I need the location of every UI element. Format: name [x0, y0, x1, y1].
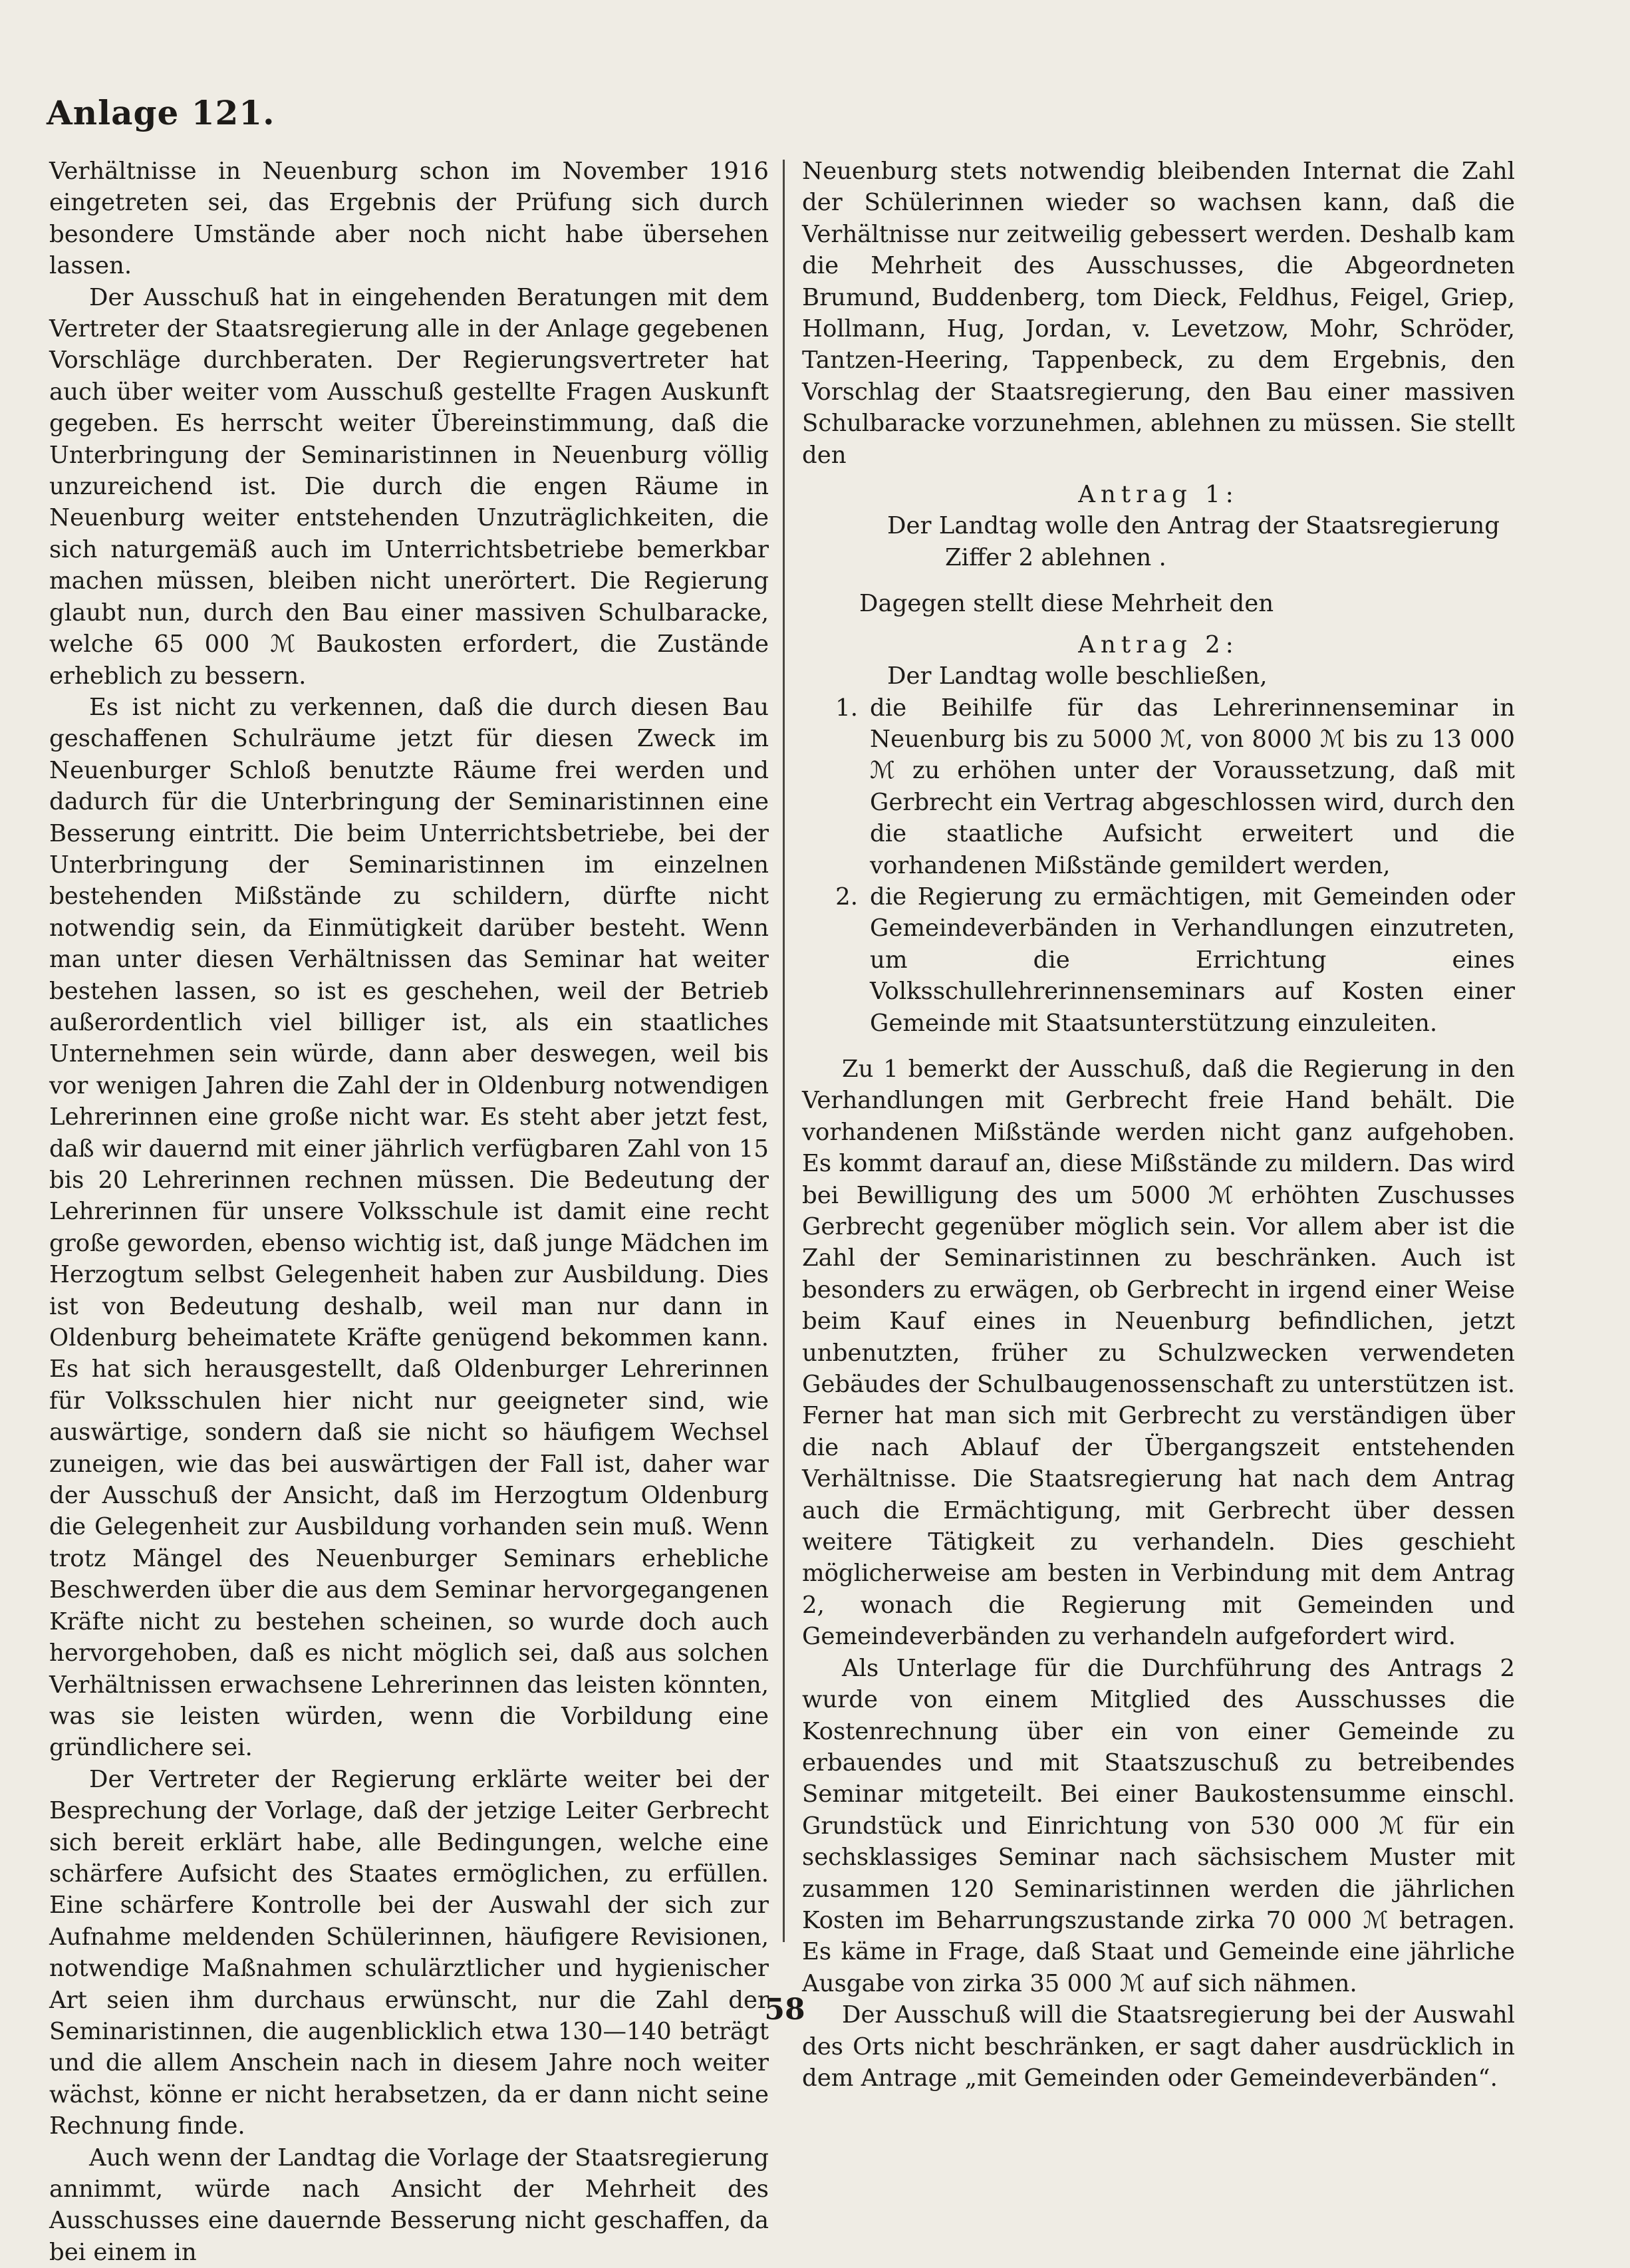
- antrag-1-heading: Antrag 1:: [1078, 481, 1239, 509]
- antrag-2-heading: Antrag 2:: [1078, 631, 1239, 658]
- list-item-text: die Regierung zu ermächtigen, mit Gemeinden oder Gemeindeverbänden in Verhandlungen einzutreten, um die Errichtung eines Volksschullehrerinnenseminars auf Kosten einer Gemeinde mit Staatsunterstützung einzuleiten.: [870, 883, 1515, 1037]
- right-column: [802, 156, 1515, 2094]
- dagegen-line: Dagegen stellt diese Mehrheit den: [859, 590, 1274, 618]
- right-paragraph-1: Zu 1 bemerkt der Ausschuß, daß die Regierung in den Verhandlungen mit Gerbrecht freie Hand behält. Die vorhandenen Mißstände werden nicht ganz aufgehoben. Es kommt darauf an, diese Mißstände zu mildern. Das wird bei Bewilligung des um 5000 ℳ erhöhten Zuschusses Gerbrecht gegenüber möglich sein. Vor allem aber ist die Zahl der Seminaristinnen zu beschränken. Auch ist besonders zu erwägen, ob Gerbrecht in irgend einer Weise beim Kauf eines in Neuenburg befindlichen, jetzt unbenutzten, früher zu Schulzwecken verwendeten Gebäudes der Schulbaugenossenschaft zu unterstützen ist. Ferner hat man sich mit Gerbrecht zu verständigen über die nach Ablauf der Übergangszeit entstehenden Verhältnisse. Die Staatsregierung hat nach dem Antrag auch die Ermächtigung, mit Gerbrecht über dessen weitere Tätigkeit zu verhandeln. Dies geschieht möglicherweise am besten in Verbindung mit dem Antrag 2, wonach die Regierung mit Gemeinden und Gemeindeverbänden zu verhandeln aufgefordert wird.: [802, 1055, 1515, 1651]
- antrag-1-line-2: Ziffer 2 ablehnen .: [945, 543, 1166, 571]
- left-paragraph-5: Auch wenn der Landtag die Vorlage der Staatsregierung annimmt, würde nach Ansicht der Mehrheit des Ausschusses eine dauernde Besserung nicht geschaffen, da bei einem in: [49, 2144, 769, 2266]
- antrag-1-line-1: Der Landtag wolle den Antrag der Staatsregierung: [887, 512, 1500, 540]
- left-paragraph-4: Der Vertreter der Regierung erklärte weiter bei der Besprechung der Vorlage, daß der jetzige Leiter Gerbrecht sich bereit erklärt habe, alle Bedingungen, welche eine schärfere Aufsicht des Staates ermöglichen, zu erfüllen. Eine schärfere Kontrolle bei der Auswahl der sich zur Aufnahme meldenden Schülerinnen, häufigere Revisionen, notwendige Maßnahmen schulärztlicher und hygienischer Art seien ihm durchaus erwünscht, nur die Zahl der Seminaristinnen, die augenblicklich etwa 130—140 beträgt und die allem Anschein nach in diesem Jahre noch weiter wächst, könne er nicht herabsetzen, da er dann nicht seine Rechnung finde.: [49, 1765, 769, 2140]
- list-item-number: 2.: [835, 883, 858, 911]
- antrag-2-item: [802, 692, 1515, 881]
- left-column: [49, 156, 769, 2268]
- antrag-2-intro: Der Landtag wolle beschließen,: [887, 662, 1268, 690]
- antrag-2-list: [802, 692, 1515, 1039]
- column-divider: [783, 160, 785, 1942]
- antrag-2-item: [802, 881, 1515, 1039]
- right-paragraph-2: Als Unterlage für die Durchführung des Antrags 2 wurde von einem Mitglied des Ausschusses die Kostenrechnung über ein von einer Gemeinde zu erbauendes und mit Staatszuschuß zu betreibendes Seminar mitgeteilt. Bei einer Baukostensumme einschl. Grundstück und Einrichtung von 530 000 ℳ für ein sechsklassiges Seminar nach sächsischem Muster mit zusammen 120 Seminaristinnen werden die jährlichen Kosten im Beharrungszustande zirka 70 000 ℳ betragen. Es käme in Frage, daß Staat und Gemeinde eine jährliche Ausgabe von zirka 35 000 ℳ auf sich nähmen.: [802, 1654, 1515, 1997]
- left-paragraph-1: Verhältnisse in Neuenburg schon im November 1916 eingetreten sei, das Ergebnis der Prüfung sich durch besondere Umstände aber noch nicht habe übersehen lassen.: [49, 158, 769, 280]
- left-paragraph-3: Es ist nicht zu verkennen, daß die durch diesen Bau geschaffenen Schulräume jetzt für diesen Zweck im Neuenburger Schloß benutzte Räume frei werden und dadurch für die Unterbringung der Seminaristinnen eine Besserung eintritt. Die beim Unterrichtsbetriebe, bei der Unterbringung der Seminaristinnen im einzelnen bestehenden Mißstände zu schildern, dürfte nicht notwendig sein, da Einmütigkeit darüber besteht. Wenn man unter diesen Verhältnissen das Seminar hat weiter bestehen lassen, so ist es geschehen, weil der Betrieb außerordentlich viel billiger ist, als ein staatliches Unternehmen sein würde, dann aber deswegen, weil bis vor wenigen Jahren die Zahl der in Oldenburg notwendigen Lehrerinnen eine große nicht war. Es steht aber jetzt fest, daß wir dauernd mit einer jährlich verfügbaren Zahl von 15 bis 20 Lehrerinnen rechnen müssen. Die Bedeutung der Lehrerinnen für unsere Volksschule ist damit eine recht große geworden, ebenso wichtig ist, daß junge Mädchen im Herzogtum selbst Gelegenheit haben zur Ausbildung. Dies ist von Bedeutung deshalb, weil man nur dann in Oldenburg beheimatete Kräfte genügend bekommen kann. Es hat sich herausgestellt, daß Oldenburger Lehrerinnen für Volksschulen hier nicht nur geeigneter sind, wie auswärtige, sondern daß sie nicht so häufigem Wechsel zuneigen, wie das bei auswärtigen der Fall ist, daher war der Ausschuß der Ansicht, daß im Herzogtum Oldenburg die Gelegenheit zur Ausbildung vorhanden sein muß. Wenn trotz Mängel des Neuenburger Seminars erhebliche Beschwerden über die aus dem Seminar hervorgegangenen Kräfte nicht zu bestehen scheinen, so wurde doch auch hervorgehoben, daß es nicht möglich sei, daß aus solchen Verhältnissen erwachsene Lehrerinnen das leisten könnten, was sie leisten würden, wenn die Vorbildung eine gründlichere sei.: [49, 693, 769, 1762]
- list-item-number: 1.: [835, 694, 858, 722]
- right-paragraph-3: Der Ausschuß will die Staatsregierung bei der Auswahl des Orts nicht beschränken, er sagt daher ausdrücklich in dem Antrage „mit Gemeinden oder Gemeindeverbänden“.: [802, 2001, 1515, 2092]
- left-paragraph-2: Der Ausschuß hat in eingehenden Beratungen mit dem Vertreter der Staatsregierung alle in der Anlage gegebenen Vorschläge durchberaten. Der Regierungsvertreter hat auch über weiter vom Ausschuß gestellte Fragen Auskunft gegeben. Es herrscht weiter Übereinstimmung, daß die Unterbringung der Seminaristinnen in Neuenburg völlig unzureichend ist. Die durch die engen Räume in Neuenburg weiter entstehenden Unzuträglichkeiten, die sich naturgemäß auch im Unterrichtsbetriebe bemerkbar machen müssen, bleiben nicht unerörtert. Die Regierung glaubt nun, durch den Bau einer massiven Schulbaracke, welche 65 000 ℳ Baukosten erfordert, die Zustände erheblich zu bessern.: [49, 283, 769, 690]
- page-title: Anlage 121.: [47, 93, 275, 132]
- page-number: 58: [764, 1993, 805, 2027]
- right-intro-paragraph: Neuenburg stets notwendig bleibenden Internat die Zahl der Schülerinnen wieder so wachsen kann, daß die Verhältnisse nur zeitweilig gebessert werden. Deshalb kam die Mehrheit des Ausschusses, die Abgeordneten Brumund, Buddenberg, tom Dieck, Feldhus, Feigel, Griep, Hollmann, Hug, Jordan, v. Levetzow, Mohr, Schröder, Tantzen-Heering, Tappenbeck, zu dem Ergebnis, den Vorschlag der Staatsregierung, den Bau einer massiven Schulbaracke vorzunehmen, ablehnen zu müssen. Sie stellt den: [802, 158, 1515, 469]
- list-item-text: die Beihilfe für das Lehrerinnenseminar in Neuenburg bis zu 5000 ℳ, von 8000 ℳ bis zu 13 000 ℳ zu erhöhen unter der Voraussetzung, daß mit Gerbrecht ein Vertrag abgeschlossen wird, durch den die staatliche Aufsicht erweitert und die vorhandenen Mißstände gemildert werden,: [870, 694, 1515, 879]
